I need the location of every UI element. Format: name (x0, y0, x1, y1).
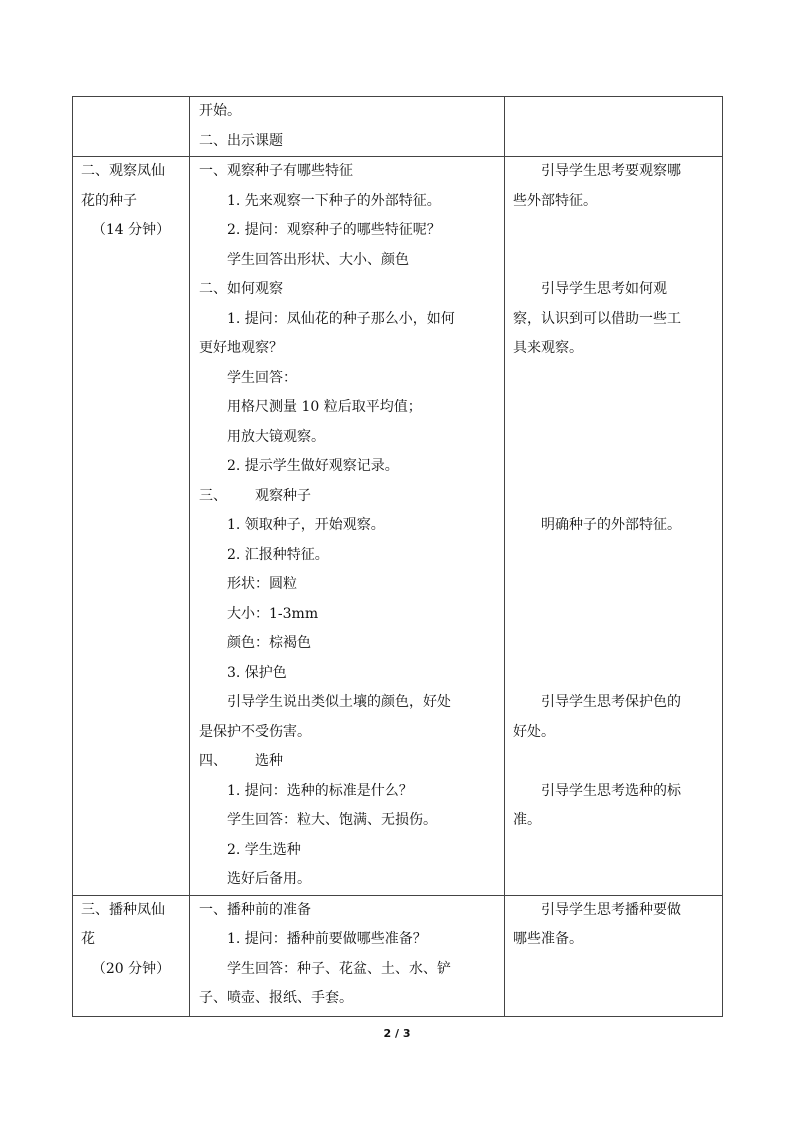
stage-title: 花 (81, 931, 95, 947)
process-step: 2. 汇报种特征。 (227, 546, 329, 563)
process-step: 2. 提示学生做好观察记录。 (227, 458, 399, 474)
intent-text: 引导学生思考保护色的 (541, 694, 681, 710)
intent-text: 明确种子的外部特征。 (541, 517, 681, 533)
intent-text: 引导学生思考如何观 (541, 281, 667, 297)
process-cell (190, 157, 505, 896)
intent-text: 好处。 (513, 723, 555, 740)
process-step: 2. 学生选种 (227, 841, 301, 858)
table-row (73, 97, 723, 157)
stage-cell (73, 157, 190, 896)
section-heading (199, 482, 496, 512)
stage-duration: （14 分钟） (91, 222, 171, 238)
intent-cell (505, 97, 723, 157)
section-heading: 二、如何观察 (199, 281, 283, 297)
process-text: 学生回答： (227, 369, 297, 386)
process-text: 用放大镜观察。 (227, 428, 325, 445)
intent-text: 哪些准备。 (513, 931, 583, 947)
process-text: 子、喷壶、报纸、手套。 (199, 990, 353, 1006)
process-step: 3. 保护色 (227, 664, 287, 681)
intent-text: 引导学生思考要观察哪 (541, 163, 681, 179)
section-heading (199, 747, 496, 777)
page-number: 2 / 3 (383, 1027, 411, 1040)
stage-title: 三、播种凤仙 (81, 901, 165, 918)
process-text: 二、出示课题 (199, 132, 283, 149)
intent-text: 察，认识到可以借助一些工 (513, 310, 681, 327)
process-step: 1. 先来观察一下种子的外部特征。 (227, 192, 441, 209)
stage-title: 二、观察凤仙 (81, 163, 165, 179)
intent-text: 引导学生思考选种的标 (541, 782, 681, 799)
table-row (73, 895, 723, 1016)
process-text: 学生回答：粒大、饱满、无损伤。 (227, 812, 437, 828)
stage-cell (73, 895, 190, 1016)
process-text: 颜色：棕褐色 (227, 635, 311, 651)
process-text: 形状：圆粒 (227, 576, 297, 592)
intent-text: 具来观察。 (513, 340, 583, 356)
section-number: 三、 (199, 487, 227, 504)
section-number: 四、 (199, 753, 227, 769)
section-heading: 一、播种前的准备 (199, 901, 311, 918)
section-heading: 一、观察种子有哪些特征 (199, 163, 353, 179)
intent-cell (505, 157, 723, 896)
stage-duration: （20 分钟） (91, 960, 171, 977)
process-step: 1. 提问：凤仙花的种子那么小，如何 (227, 310, 455, 327)
process-text: 用格尺测量 10 粒后取平均值； (227, 399, 422, 415)
intent-text: 些外部特征。 (513, 192, 597, 209)
stage-cell (73, 97, 190, 157)
process-text: 是保护不受伤害。 (199, 723, 311, 740)
process-text: 引导学生说出类似土壤的颜色，好处 (227, 694, 451, 710)
process-text: 学生回答出形状、大小、颜色 (227, 251, 409, 268)
process-text: 大小：1-3mm (227, 605, 319, 622)
process-step: 1. 提问：播种前要做哪些准备？ (227, 931, 427, 947)
process-text: 学生回答：种子、花盆、土、水、铲 (227, 960, 451, 977)
process-text: 选好后备用。 (227, 871, 311, 887)
table-row (73, 157, 723, 896)
stage-title: 花的种子 (81, 192, 137, 209)
process-text: 开始。 (199, 103, 241, 119)
process-cell (190, 895, 505, 1016)
intent-cell (505, 895, 723, 1016)
lesson-plan-table (72, 96, 723, 1017)
process-step: 2. 提问：观察种子的哪些特征呢？ (227, 222, 441, 238)
process-cell (190, 97, 505, 157)
section-title: 观察种子 (255, 487, 311, 504)
intent-text: 引导学生思考播种要做 (541, 901, 681, 918)
section-title: 选种 (255, 753, 283, 769)
intent-text: 准。 (513, 812, 541, 828)
process-step: 1. 提问：选种的标准是什么？ (227, 782, 413, 799)
process-step: 1. 领取种子，开始观察。 (227, 517, 385, 533)
process-text: 更好地观察？ (199, 340, 283, 356)
